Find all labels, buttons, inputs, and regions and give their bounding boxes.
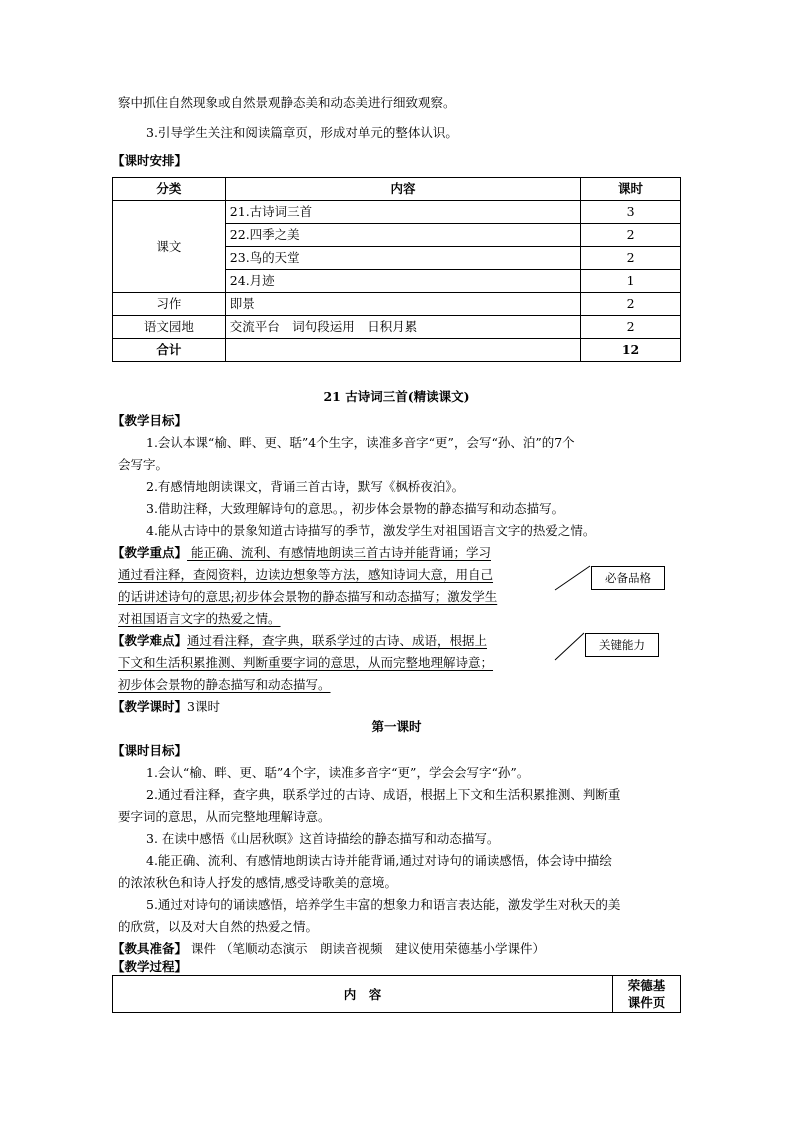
lesson-goals-heading: 【教学目标】 [112, 413, 188, 428]
schedule-heading: 【课时安排】 [112, 153, 188, 168]
intro-line-1: 察中抓住自然现象或自然景观静态美和动态美进行细致观察。 [118, 95, 456, 110]
lesson-hours [112, 698, 220, 716]
key-points-line-1 [112, 544, 491, 562]
category-yuwen: 语文园地 [113, 316, 226, 339]
callout-key-ability: 关键能力 [585, 633, 659, 657]
lesson-goal-4: 4.能从古诗中的景象知道古诗描写的季节，激发学生对祖国语言文字的热爱之情。 [146, 523, 596, 538]
content-cell: 24.月迹 [225, 270, 580, 293]
process-heading: 【教学过程】 [112, 959, 188, 974]
hours-cell: 2 [581, 247, 681, 270]
key-points-line-4: 对祖国语言文字的热爱之情。 [118, 611, 281, 626]
difficulty-line-1 [112, 632, 487, 650]
total-hours: 12 [581, 339, 681, 362]
period-goal-4: 4.能正确、流利、有感情地朗读古诗并能背诵,通过对诗句的诵读感悟，体会诗中描绘 [146, 853, 612, 868]
difficulty-text: 通过看注释，查字典，联系学过的古诗、成语，根据上 [187, 633, 488, 648]
key-points-label: 【教学重点】 [112, 545, 188, 560]
period-goal-5-cont: 的欣赏，以及对大自然的热爱之情。 [118, 919, 319, 934]
content-cell: 21.古诗词三首 [225, 201, 580, 224]
key-points-line-2: 通过看注释，查阅资料，边读边想象等方法，感知诗词大意，用自己 [118, 567, 494, 582]
process-page-header-line-2: 课件页 [627, 995, 666, 1010]
key-points-line-3: 的话讲述诗句的意思;初步体会景物的静态描写和动态描写；激发学生 [118, 589, 498, 604]
prep-value: 课件 （笔顺动态演示 朗读音视频 建议使用荣德基小学课件） [187, 941, 545, 956]
process-page-header [613, 976, 681, 1013]
table-total-row [113, 339, 681, 362]
period-goal-2: 2.通过看注释，查字典，联系学过的古诗、成语，根据上下文和生活积累推测、判断重 [146, 787, 621, 802]
first-period-title: 第一课时 [371, 719, 422, 734]
hours-cell: 2 [581, 224, 681, 247]
period-goal-5: 5.通过对诗句的诵读感悟，培养学生丰富的想象力和语言表达能，激发学生对秋天的美 [146, 897, 621, 912]
hours-cell: 1 [581, 270, 681, 293]
process-page-header-line-1: 荣德基 [627, 978, 666, 993]
total-content [225, 339, 580, 362]
content-cell: 即景 [225, 293, 580, 316]
process-header-row [113, 976, 681, 1013]
difficulty-line-3: 初步体会景物的静态描写和动态描写。 [118, 677, 331, 692]
period-goal-3: 3. 在读中感悟《山居秋暝》这首诗描绘的静态描写和动态描写。 [146, 831, 500, 846]
category-xizuo: 习作 [113, 293, 226, 316]
schedule-table [112, 177, 681, 362]
process-content-header: 内 容 [113, 976, 613, 1013]
hours-cell: 2 [581, 316, 681, 339]
table-header-row [113, 178, 681, 201]
header-category: 分类 [113, 178, 226, 201]
first-period-goals-heading: 【课时目标】 [112, 743, 188, 758]
hours-cell: 2 [581, 293, 681, 316]
lesson-hours-value: 3课时 [187, 699, 220, 714]
lesson-goal-2: 2.有感情地朗读课文，背诵三首古诗，默写《枫桥夜泊》。 [146, 479, 465, 494]
period-goal-2-cont: 要字词的意思，从而完整地理解诗意。 [118, 809, 331, 824]
hours-cell: 3 [581, 201, 681, 224]
lesson-goal-1: 1.会认本课“榆、畔、更、聒”4个生字，读准多音字“更”，会写“孙、泊”的7个 [146, 435, 575, 450]
lesson-goal-1-cont: 会写字。 [118, 457, 169, 472]
category-kewen: 课文 [113, 201, 226, 293]
table-row [113, 201, 681, 224]
period-goal-4-cont: 的浓浓秋色和诗人抒发的感情,感受诗歌美的意境。 [118, 875, 397, 890]
prep-line [112, 940, 545, 958]
content-cell: 交流平台 词句段运用 日积月累 [225, 316, 580, 339]
table-row [113, 293, 681, 316]
header-hours: 课时 [581, 178, 681, 201]
key-points-text: 能正确、流利、有感情地朗读三首古诗并能背诵；学习 [187, 545, 491, 560]
callout-line-1 [555, 566, 590, 590]
prep-label: 【教具准备】 [112, 941, 188, 956]
content-cell: 23.鸟的天堂 [225, 247, 580, 270]
total-label: 合计 [113, 339, 226, 362]
process-table [112, 975, 681, 1013]
lesson-title: 21 古诗词三首(精读课文) [323, 389, 470, 404]
difficulty-line-2: 下文和生活积累推测、判断重要字词的意思，从而完整地理解诗意； [118, 655, 494, 670]
callout-line-2 [555, 633, 584, 660]
lesson-hours-label: 【教学课时】 [112, 699, 188, 714]
table-row [113, 316, 681, 339]
period-goal-1: 1.会认“榆、畔、更、聒”4个字，读准多音字“更”，学会会写字“孙”。 [146, 765, 530, 780]
lesson-goal-3: 3.借助注释，大致理解诗句的意思。，初步体会景物的静态描写和动态描写。 [146, 501, 565, 516]
content-cell: 22.四季之美 [225, 224, 580, 247]
callout-required-character: 必备品格 [591, 566, 665, 590]
difficulty-label: 【教学难点】 [112, 633, 188, 648]
header-content: 内容 [225, 178, 580, 201]
intro-line-2: 3.引导学生关注和阅读篇章页，形成对单元的整体认识。 [146, 125, 458, 140]
